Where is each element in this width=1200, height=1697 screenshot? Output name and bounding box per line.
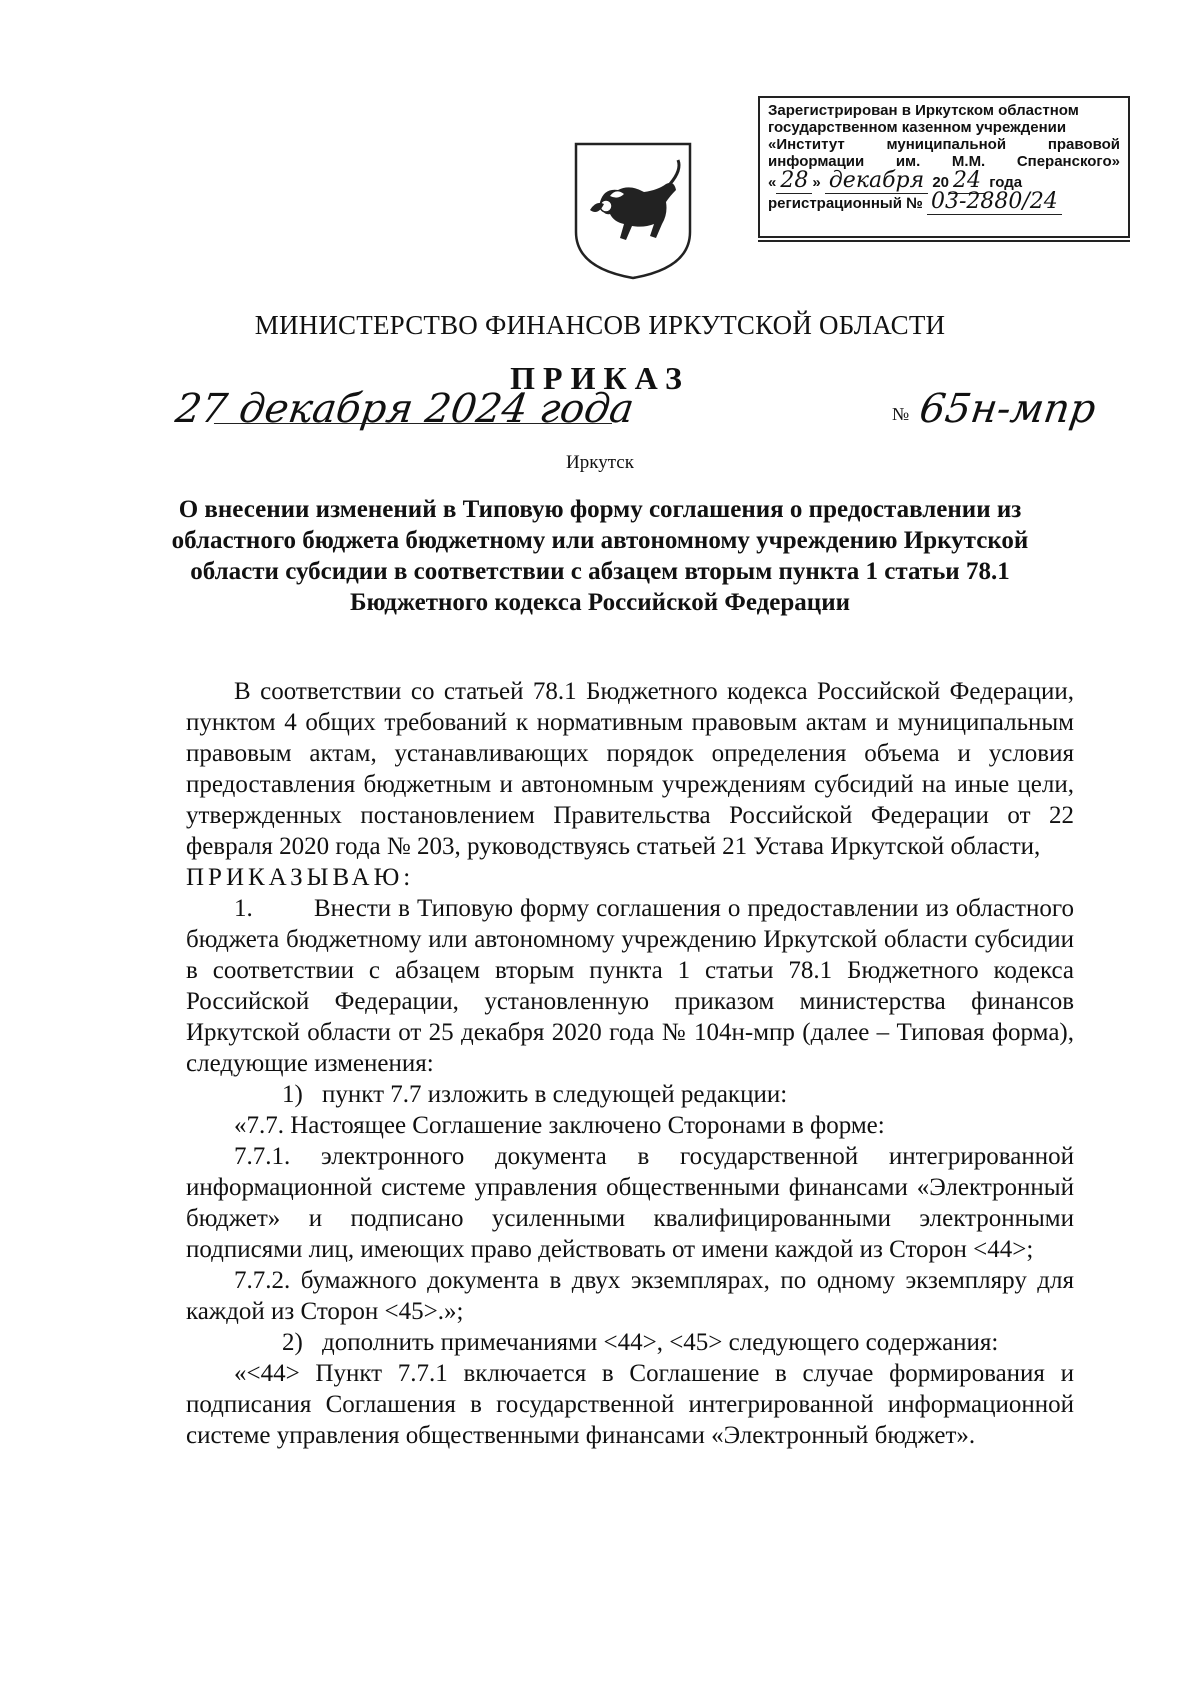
stamp-reg-number: 03-2880/24 (927, 189, 1062, 215)
city-name: Иркутск (566, 452, 634, 473)
subitem-1-paragraph (186, 1079, 1074, 1110)
ministry-name: МИНИСТЕРСТВО ФИНАНСОВ ИРКУТСКОЙ ОБЛАСТИ (254, 310, 946, 340)
clause-7-7: «7.7. Настоящее Соглашение заключено Сторонами в форме: (234, 1112, 885, 1139)
stamp-border (758, 240, 1130, 242)
item-text: Внести в Типовую форму соглашения о предоставлении из областного бюджета бюджетному или автономному учреждению Иркутской области субсидии в соответствии с абзацем вторым пункта 1 статьи 78.1 Бюджетного кодекса Российской Федерации, установленную приказом министерства финансов Иркутской области от 25 декабря 2020 года № 104н-мпр (далее – Типовая форма), следующие изменения: (186, 895, 1074, 1077)
note-44-paragraph: «<44> Пункт 7.7.1 включается в Соглашение в случае формирования и подписания Соглашения в государственной интегрированной информационной системе управления общественными финансами «Электронный бюджет». (186, 1360, 1074, 1449)
stamp-line: информации им. М.М. Сперанского» (768, 153, 1120, 170)
preamble-paragraph: В соответствии со статьей 78.1 Бюджетного кодекса Российской Федерации, пунктом 4 общих требований к нормативным правовым актам и муниципальным правовым актам, устанавливающих порядок определения объема и условия предоставления бюджетным и автономным учреждениям субсидий на иные цели, утвержденных постановлением Правительства Российской Федерации от 22 февраля 2020 года № 203, руководствуясь статьей 21 Устава Иркутской области, (186, 678, 1074, 860)
stamp-date: « 28 » декабря 20 24 года (768, 168, 1023, 193)
document-title: О внесении изменений в Типовую форму соглашения о предоставлении из областного бюджета бюджетному или автономному учреждению Иркутской области субсидии в соответствии с абзацем вторым пункта 1 статьи 78.1 Бюджетного кодекса Российской Федерации (171, 496, 1029, 616)
stamp-year: 24 (949, 168, 985, 194)
document-body (186, 676, 1074, 1451)
subitem-2-paragraph (186, 1327, 1074, 1358)
subitem-text: дополнить примечаниями <44>, <45> следующего содержания: (322, 1329, 999, 1356)
subitem-text: пункт 7.7 изложить в следующей редакции: (322, 1081, 788, 1108)
irkutsk-coat-of-arms-icon (570, 140, 696, 282)
stamp-line: Зарегистрирован в Иркутском областном (768, 102, 1079, 119)
date-underline (214, 423, 612, 424)
stamp-line: «Институт муниципальной правовой (768, 136, 1120, 153)
order-word: ПРИКАЗЫВАЮ: (186, 864, 415, 891)
stamp-registration (768, 189, 1120, 214)
order-number-label: № (892, 404, 910, 424)
clause-7-7-1: 7.7.1. электронного документа в государственной интегрированной информационной системе управления общественными финансами «Электронный бюджет» и подписано усиленными квалифицированными электронными подписями лиц, имеющих право действовать от имени каждой из Сторон <44>; (186, 1143, 1074, 1263)
item-number: 1. (234, 895, 253, 922)
stamp-line: государственном казенном учреждении (768, 119, 1067, 136)
stamp-day: 28 (776, 168, 812, 194)
document-type: ПРИКАЗ (510, 360, 690, 396)
item-1-paragraph (186, 893, 1074, 1079)
subitem-number: 1) (282, 1081, 303, 1108)
stamp-reg-label: регистрационный № (768, 195, 923, 212)
stamp-month: декабря (825, 168, 928, 194)
subitem-number: 2) (282, 1329, 303, 1356)
clause-7-7-2: 7.7.2. бумажного документа в двух экземплярах, по одному экземпляру для каждой из Сторон <45>.»; (186, 1267, 1074, 1325)
registration-stamp (758, 96, 1130, 238)
order-date-handwritten: 27 декабря 2024 года (172, 386, 637, 432)
order-number-handwritten: 65н-мпр (916, 386, 1099, 432)
